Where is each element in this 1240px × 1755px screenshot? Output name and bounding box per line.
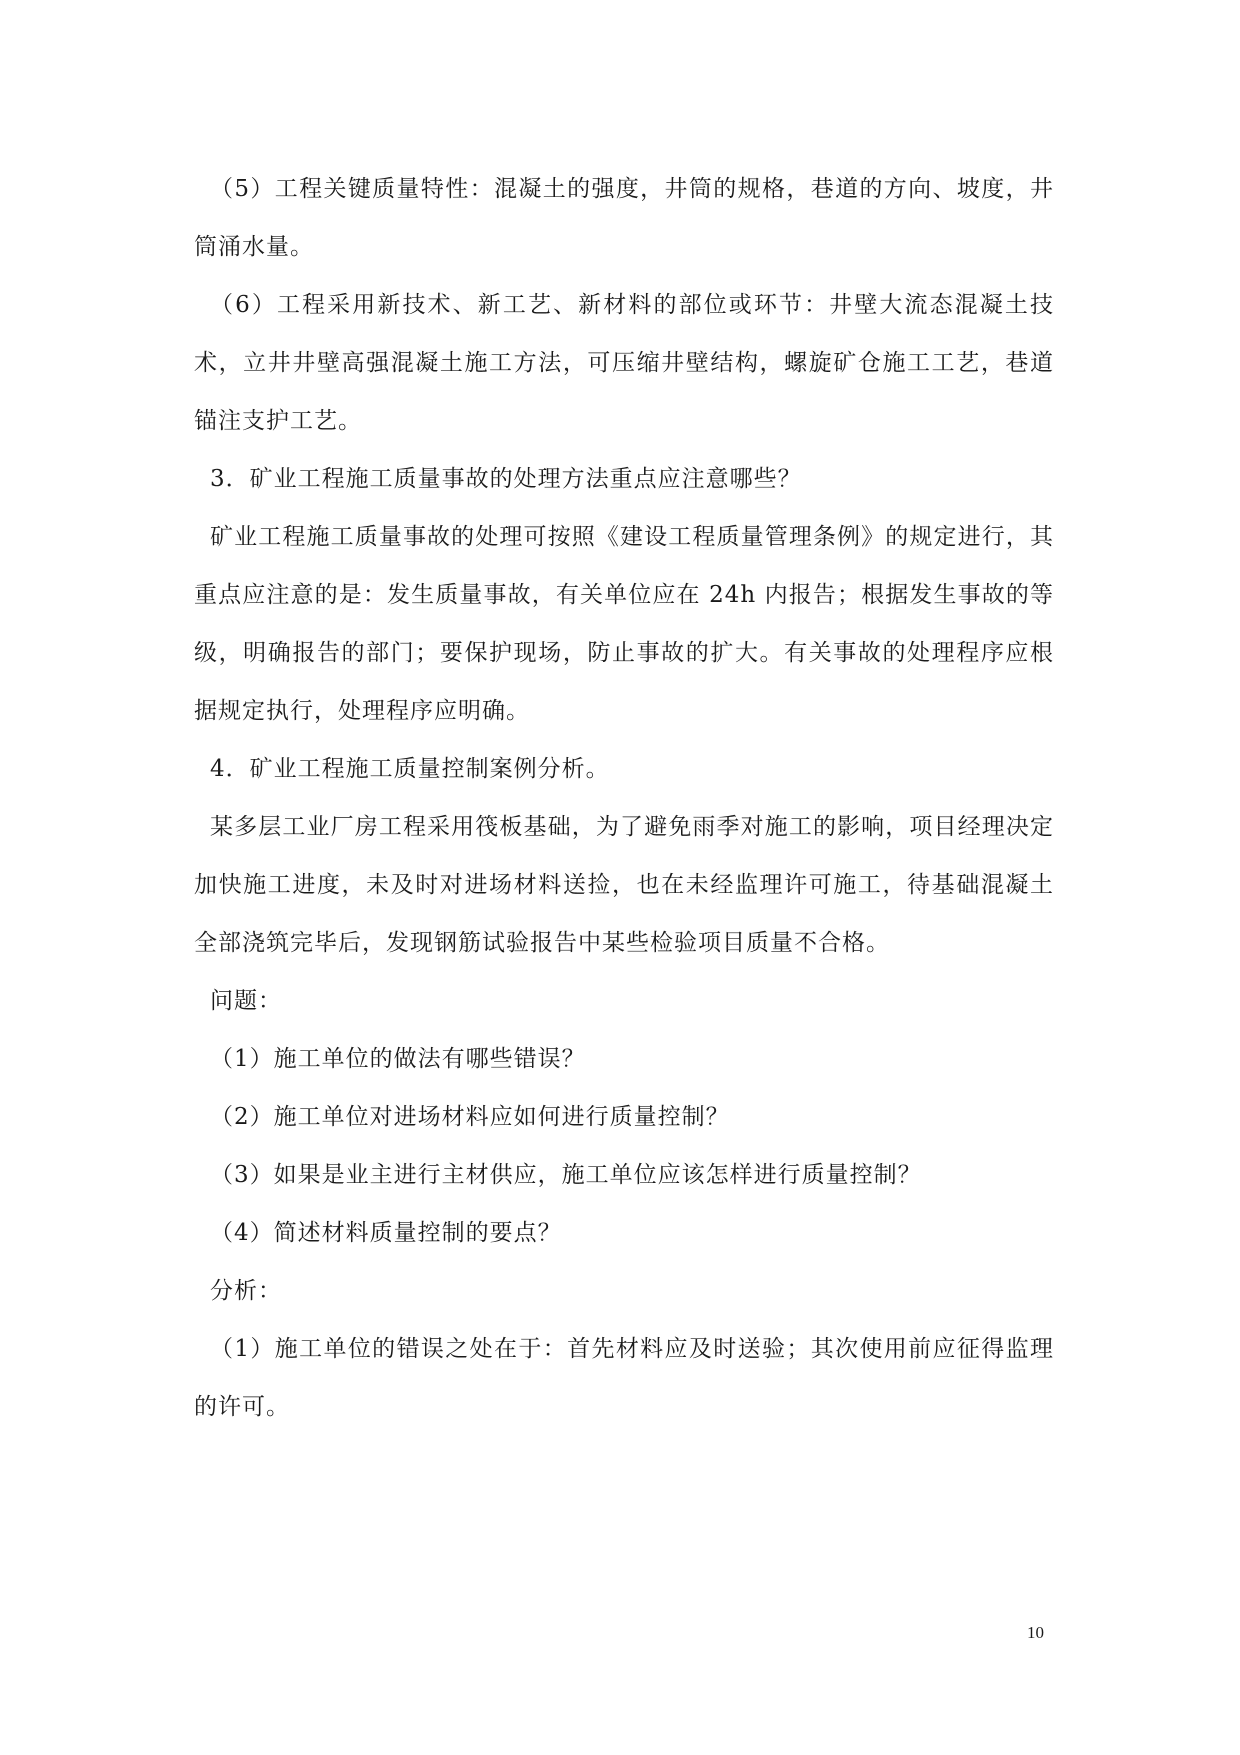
heading-case-analysis: 4．矿业工程施工质量控制案例分析。 bbox=[210, 756, 610, 782]
question-4: （4）简述材料质量控制的要点？ bbox=[210, 1220, 562, 1246]
analysis-label: 分析： bbox=[210, 1278, 282, 1304]
question-1: （1）施工单位的做法有哪些错误？ bbox=[210, 1046, 586, 1072]
question-3: （3）如果是业主进行主材供应，施工单位应该怎样进行质量控制？ bbox=[210, 1162, 922, 1188]
paragraph-accident-handling: 矿业工程施工质量事故的处理可按照《建设工程质量管理条例》的规定进行，其重点应注意的是：发生质量事故，有关单位应在 24h 内报告；根据发生事故的等级，明确报告的部门；要保护现场，防止事故的扩大。有关事故的处理程序应根据规定执行，处理程序应明确。 bbox=[194, 524, 1054, 724]
analysis-1: （1）施工单位的错误之处在于：首先材料应及时送验；其次使用前应征得监理的许可。 bbox=[194, 1336, 1054, 1420]
paragraph-case-description: 某多层工业厂房工程采用筏板基础，为了避免雨季对施工的影响，项目经理决定加快施工进度，未及时对进场材料送捡，也在未经监理许可施工，待基础混凝土全部浇筑完毕后，发现钢筋试验报告中某些检验项目质量不合格。 bbox=[194, 814, 1054, 956]
paragraph-new-technology: （6）工程采用新技术、新工艺、新材料的部位或环节：井壁大流态混凝土技术，立井井壁高强混凝土施工方法，可压缩井壁结构，螺旋矿仓施工工艺，巷道锚注支护工艺。 bbox=[194, 292, 1054, 434]
paragraph-quality-characteristics: （5）工程关键质量特性：混凝土的强度，井筒的规格，巷道的方向、坡度，井筒涌水量。 bbox=[194, 176, 1054, 260]
page-number: 10 bbox=[1027, 1623, 1044, 1642]
questions-label: 问题： bbox=[210, 988, 282, 1014]
heading-accident-handling: 3．矿业工程施工质量事故的处理方法重点应注意哪些？ bbox=[210, 466, 802, 492]
question-2: （2）施工单位对进场材料应如何进行质量控制？ bbox=[210, 1104, 730, 1130]
